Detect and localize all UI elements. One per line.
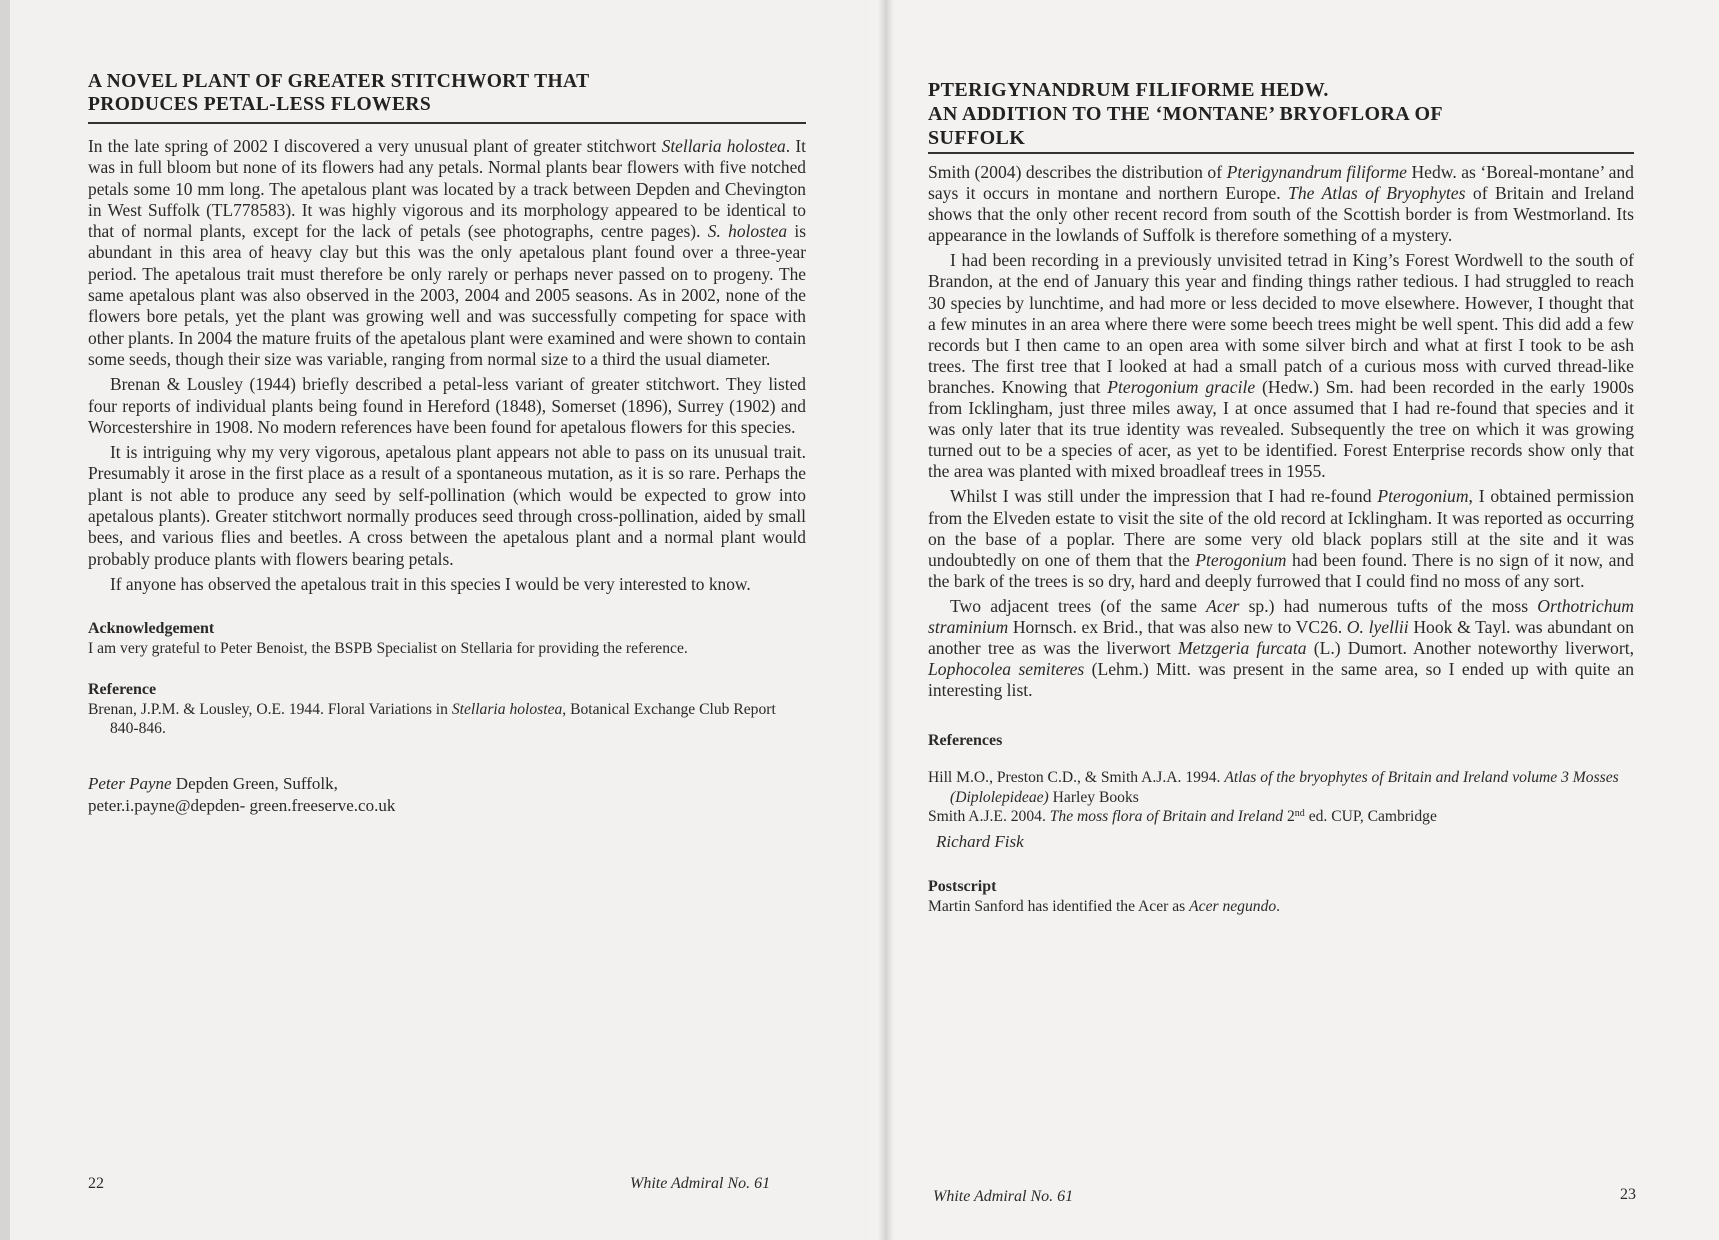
book-title: The moss flora of Britain and Ireland <box>1049 808 1284 826</box>
author-place: Depden Green, Suffolk, <box>171 773 338 793</box>
title-line: PTERIGYNANDRUM FILIFORME HEDW. <box>928 79 1329 101</box>
species-name: Pterogonium <box>1377 486 1469 507</box>
text: 2 <box>1283 808 1295 826</box>
species-name: Pterigynandrum filiforme <box>1226 162 1407 182</box>
author-email: peter.i.payne@depden- green.freeserve.co.uk <box>88 795 396 815</box>
species-name: Acer <box>1206 595 1240 616</box>
book-gutter <box>878 0 894 1240</box>
species-name: Stellaria holostea <box>451 700 563 718</box>
paragraph <box>88 136 806 370</box>
title-line: PRODUCES PETAL-LESS FLOWERS <box>88 94 432 115</box>
acknowledgement-heading: Acknowledgement <box>88 620 215 638</box>
reference-entry <box>928 807 1634 827</box>
text: (Hedw.) Sm. had been recorded in the early 1900s from Icklingham, just three miles away, I at once assumed that I had re-found that species and it was only later that its true identity was revealed. Subsequently the tree on which it was growing turned out to be a species of acer, as yet to be identified. Forest Enterprise records show only that the area was planted with mixed broadleaf trees in 1955. <box>928 376 1634 482</box>
text: had been found. There is no sign of it now, and the bark of the trees is so dry, hard and deeply furrowed that I could find no moss of any sort. <box>928 549 1634 591</box>
author-name <box>928 831 1634 853</box>
text: sp.) had numerous tufts of the moss <box>1239 595 1538 616</box>
text: I had been recording in a previously unvisited tetrad in King’s Forest Wordwell to the south of Brandon, at the end of January this year and finding things rather tedious. I had struggled to reach 30 species by lunchtime, and had more or less decided to move elsewhere. However, I thought that a few minutes in an area where there were some beech trees might be well spent. This did add a few records but I then came to an open area with some silver birch and what at first I took to be ash trees. The first tree that I looked at had a small patch of a curious moss with curved thread-like branches. Knowing that <box>928 250 1634 397</box>
paragraph: If anyone has observed the apetalous trait in this species I would be very interested to know. <box>110 573 751 594</box>
author-line <box>88 773 806 795</box>
species-name: Stellaria holostea <box>661 136 786 156</box>
text: (Lehm.) Mitt. was present in the same area, so I ended up with quite an interesting list. <box>928 659 1634 701</box>
superscript: nd <box>1294 808 1305 820</box>
author-name: Peter Payne <box>88 773 172 793</box>
text: Smith (2004) describes the distribution of <box>928 162 1227 182</box>
running-title: White Admiral No. 61 <box>630 1175 771 1192</box>
text: Hornsch. ex Brid., that was also new to VC26. <box>1008 616 1347 637</box>
text: Hedw. as ‘Boreal-montane’ and says it occurs in montane and northern Europe. <box>928 162 1634 204</box>
paragraph <box>928 162 1634 246</box>
title-line: AN ADDITION TO THE ‘MONTANE’ BRYOFLORA OF <box>928 103 1444 125</box>
text: Two adjacent trees (of the same <box>950 595 1207 616</box>
page-number: 23 <box>1620 1186 1636 1203</box>
text: Martin Sanford has identified the Acer as <box>928 897 1190 915</box>
page-number: 22 <box>88 1175 104 1192</box>
text: Hill M.O., Preston C.D., & Smith A.J.A. 1994. <box>928 769 1225 787</box>
reference-entry <box>88 700 806 739</box>
text: Harley Books <box>1048 788 1139 806</box>
text: In the late spring of 2002 I discovered a very unusual plant of greater stitchwort <box>88 136 662 156</box>
text: Brenan, J.P.M. & Lousley, O.E. 1944. Floral Variations in <box>88 700 452 718</box>
text: . <box>1276 897 1281 915</box>
reference-entry <box>928 768 1634 807</box>
species-name: Lophocolea semiteres <box>928 659 1085 680</box>
species-name: Orthotrichum straminium <box>928 595 1635 637</box>
species-name: Pterogonium <box>1195 549 1287 570</box>
text: , I obtained permission from the Elveden estate to visit the site of the old record at Icklingham. It was reported as occurring on the base of a poplar. There are some very old black poplars still at the site and it was undoubtedly on one of them that the <box>928 486 1634 570</box>
text: (L.) Dumort. Another noteworthy liverwort, <box>1306 638 1634 659</box>
species-name: O. lyellii <box>1346 616 1409 637</box>
text: ed. CUP, Cambridge <box>1304 808 1437 826</box>
paragraph: Brenan & Lousley (1944) briefly described a petal-less variant of greater stitchwort. They listed four reports of individual plants being found in Hereford (1848), Somerset (1896), Surrey (1902) and Worcestershire in 1908. No modern references have been found for apetalous flowers for this species. <box>88 374 806 437</box>
right-article-title <box>928 78 1634 154</box>
acknowledgement-text: I am very grateful to Peter Benoist, the BSPB Specialist on Stellaria for providing the reference. <box>88 640 688 658</box>
text: Hook & Tayl. was abundant on another tree as was the liverwort <box>928 616 1634 659</box>
title-line: A NOVEL PLANT OF GREATER STITCHWORT THAT <box>88 71 590 92</box>
paragraph <box>928 250 1634 482</box>
text: of Britain and Ireland shows that the only other recent record from south of the Scottish border is from Westmorland. Its appearance in the lowlands of Suffolk is therefore something of a mystery. <box>928 183 1634 246</box>
title-line: SUFFOLK <box>928 127 1026 149</box>
references-heading: References <box>928 732 1003 750</box>
right-page <box>870 0 1719 1240</box>
book-title: Atlas of the bryophytes of Britain and Ireland volume 3 Mosses (Diplolepideae) <box>950 769 1619 806</box>
text: Whilst I was still under the impression that I had re-found <box>950 486 1378 507</box>
species-name: Pterogonium gracile <box>1107 376 1256 397</box>
species-name: Metzgeria furcata <box>1177 638 1307 659</box>
left-article-title <box>88 70 806 124</box>
left-article <box>88 70 806 817</box>
postscript-heading: Postscript <box>928 877 997 895</box>
text: Smith A.J.E. 2004. <box>928 808 1050 826</box>
reference-heading: Reference <box>88 680 157 698</box>
species-name: S. holostea <box>707 221 788 242</box>
right-article <box>928 78 1634 916</box>
book-title: The Atlas of Bryophytes <box>1288 183 1466 204</box>
text: . It was in full bloom but none of its flowers had any petals. Normal plants bear flowers with five notched petals some 10 mm long. The apetalous plant was located by a track between Depden and Chevington in West Suffolk (TL778583). It was highly vigorous and its morphology appeared to be identical to that of normal plants, except for the lack of petals (see photographs, centre pages). <box>88 136 806 242</box>
text: , Botanical Exchange Club Report 840-846. <box>110 700 776 738</box>
paragraph <box>928 596 1634 701</box>
text: is abundant in this area of heavy clay but this was the only apetalous plant found over a three-year period. The apetalous trait must therefore be only rarely or perhaps never passed on to progeny. The same apetalous plant was also observed in the 2003, 2004 and 2005 seasons. As in 2002, none of the flowers bore petals, yet the plant was growing well and was successfully competing for space with other plants. In 2004 the mature fruits of the apetalous plant were examined and were shown to contain some seeds, though their size was variable, ranging from normal size to a third the usual diameter. <box>88 221 807 369</box>
author-name-text: Richard Fisk <box>936 831 1024 851</box>
paragraph: It is intriguing why my very vigorous, apetalous plant appears not able to pass on its unusual trait. Presumably it arose in the first place as a result of a spontaneous mutation, as it is so rare. Perhaps the plant is not able to produce any seed by self-pollination (which would be expected to grow into apetalous plants). Greater stitchwort normally produces seed through cross-pollination, aided by small bees, and various flies and beetles. A cross between the apetalous plant and a normal plant would probably produce plants with flowers bearing petals. <box>88 442 806 569</box>
paragraph <box>928 486 1634 591</box>
species-name: Acer negundo <box>1189 897 1277 915</box>
running-title: White Admiral No. 61 <box>933 1188 1074 1205</box>
postscript-text <box>928 897 1634 917</box>
